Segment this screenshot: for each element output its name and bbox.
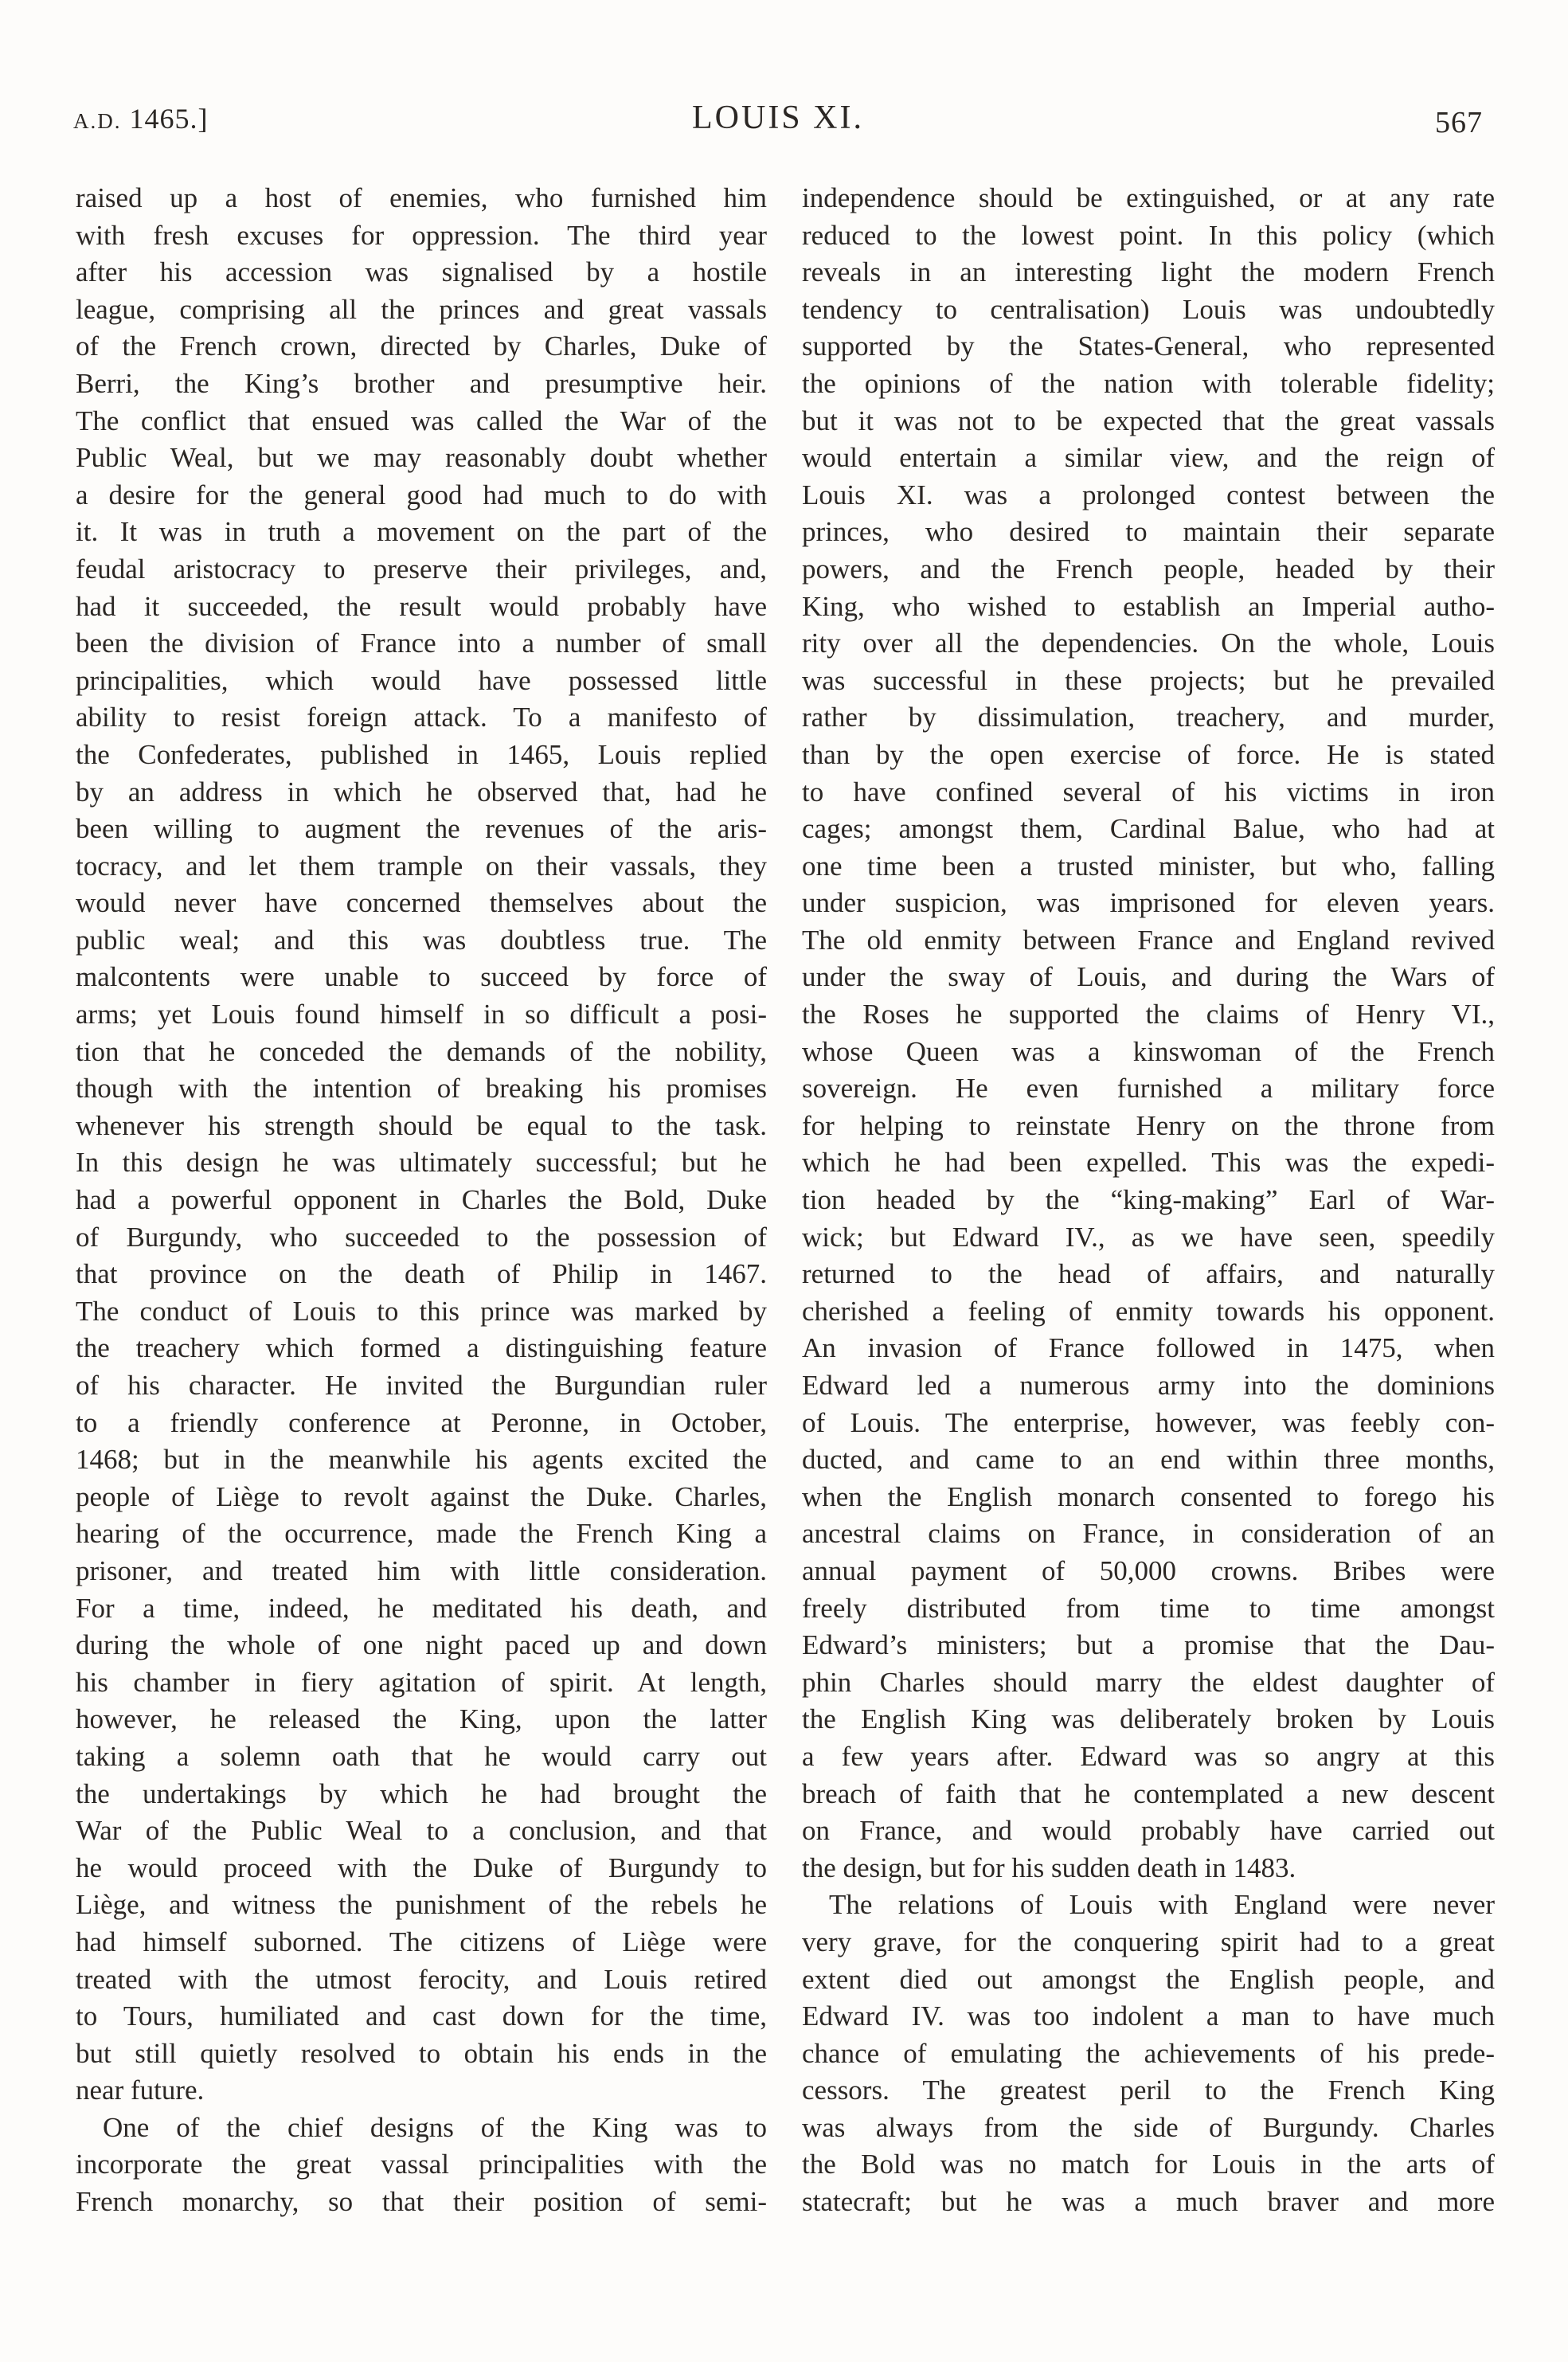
text-line: for helping to reinstate Henry on the throne from — [802, 1109, 1495, 1141]
text-line: a desire for the general good had much to do with — [76, 479, 767, 510]
running-header — [73, 99, 1483, 147]
text-line: cherished a feeling of enmity towards his opponent. — [802, 1295, 1495, 1327]
text-line: very grave, for the conquering spirit had to a great — [802, 1926, 1495, 1957]
text-line: been willing to augment the revenues of the aris- — [76, 813, 767, 845]
text-line: of Burgundy, who succeeded to the possession of — [76, 1221, 767, 1253]
text-line: had himself suborned. The citizens of Liège were — [76, 1926, 767, 1957]
text-line: raised up a host of enemies, who furnished him — [76, 182, 767, 213]
text-line: one time been a trusted minister, but who, falling — [802, 850, 1495, 882]
text-line: whose Queen was a kinswoman of the French — [802, 1035, 1495, 1067]
text-line: near future. — [76, 2075, 205, 2106]
text-line: tocracy, and let them trample on their vassals, they — [76, 850, 767, 882]
text-line: For a time, indeed, he meditated his death, and — [76, 1592, 767, 1624]
text-line: reveals in an interesting light the modern French — [802, 256, 1495, 288]
left-text-column — [76, 180, 767, 2221]
text-line: with fresh excuses for oppression. The third year — [76, 219, 767, 251]
text-line: 1468; but in the meanwhile his agents excited the — [76, 1444, 767, 1476]
text-line: but still quietly resolved to obtain his ends in the — [76, 2037, 767, 2069]
text-line: independence should be extinguished, or at any rate — [802, 182, 1495, 213]
page-number: 567 — [1435, 106, 1483, 139]
text-line: Berri, the King’s brother and presumptive heir. — [76, 367, 767, 399]
text-line: however, he released the King, upon the latter — [76, 1703, 767, 1735]
text-line: prisoner, and treated him with little consideration. — [76, 1554, 767, 1586]
text-line: annual payment of 50,000 crowns. Bribes were — [802, 1554, 1495, 1586]
text-line: breach of faith that he contemplated a new descent — [802, 1777, 1495, 1809]
text-line: the Roses he supported the claims of Henry VI., — [802, 999, 1495, 1030]
text-line: the Confederates, published in 1465, Louis replied — [76, 738, 767, 770]
text-line: freely distributed from time to time amongst — [802, 1592, 1495, 1624]
text-line: to have confined several of his victims in iron — [802, 776, 1495, 808]
text-line: had it succeeded, the result would probably have — [76, 590, 767, 622]
text-line: An invasion of France followed in 1475, when — [802, 1332, 1495, 1364]
text-line: had a powerful opponent in Charles the Bold, Duke — [76, 1184, 767, 1216]
text-line: tion that he conceded the demands of the nobility, — [76, 1035, 767, 1067]
text-line: chance of emulating the achievements of his prede- — [802, 2037, 1495, 2069]
text-line: King, who wished to establish an Imperial autho- — [802, 590, 1495, 622]
text-line: sovereign. He even furnished a military force — [802, 1073, 1495, 1105]
text-line: was successful in these projects; but he prevailed — [802, 664, 1495, 696]
text-line: the opinions of the nation with tolerable fidelity; — [802, 367, 1495, 399]
text-line: rity over all the dependencies. On the whole, Louis — [802, 628, 1495, 659]
text-line: than by the open exercise of force. He is stated — [802, 738, 1495, 770]
text-line: War of the Public Weal to a conclusion, and that — [76, 1815, 767, 1847]
text-line: Liège, and witness the punishment of the rebels he — [76, 1889, 767, 1921]
text-line: would never have concerned themselves about the — [76, 887, 767, 919]
text-line: it. It was in truth a movement on the part of the — [76, 516, 767, 548]
text-line: the English King was deliberately broken by Louis — [802, 1703, 1495, 1735]
text-line: returned to the head of affairs, and naturally — [802, 1258, 1495, 1290]
text-line: tion headed by the “king-making” Earl of War- — [802, 1184, 1495, 1216]
text-line: the treachery which formed a distinguishing feature — [76, 1332, 767, 1364]
text-line: the design, but for his sudden death in 1483. — [802, 1852, 1296, 1883]
text-line: ability to resist foreign attack. To a manifesto of — [76, 702, 767, 733]
header-era: A.D. — [73, 109, 122, 133]
text-line: malcontents were unable to succeed by force of — [76, 961, 767, 993]
text-line: reduced to the lowest point. In this policy (which — [802, 219, 1495, 251]
text-line: powers, and the French people, headed by their — [802, 553, 1495, 585]
text-line: wick; but Edward IV., as we have seen, speedily — [802, 1221, 1495, 1253]
text-line: feudal aristocracy to preserve their privileges, and, — [76, 553, 767, 585]
text-line: ancestral claims on France, in consideration of an — [802, 1518, 1495, 1550]
text-line: phin Charles should marry the eldest daughter of — [802, 1666, 1495, 1698]
text-line: that province on the death of Philip in 1467. — [76, 1258, 767, 1290]
text-line: One of the chief designs of the King was to — [103, 2111, 767, 2143]
text-line: after his accession was signalised by a hostile — [76, 256, 767, 288]
text-line: the undertakings by which he had brought the — [76, 1777, 767, 1809]
text-line: a few years after. Edward was so angry at this — [802, 1740, 1495, 1772]
text-line: The old enmity between France and England revived — [802, 924, 1495, 956]
text-line: but it was not to be expected that the great vassals — [802, 405, 1495, 436]
text-line: of the French crown, directed by Charles, Duke of — [76, 330, 767, 362]
text-line: people of Liège to revolt against the Duke. Charles, — [76, 1480, 767, 1512]
text-line: ducted, and came to an end within three months, — [802, 1444, 1495, 1476]
text-line: statecraft; but he was a much braver and more — [802, 2186, 1495, 2218]
text-line: to a friendly conference at Peronne, in October, — [76, 1406, 767, 1438]
text-line: rather by dissimulation, treachery, and murder, — [802, 702, 1495, 733]
header-title: LOUIS XI. — [692, 100, 864, 136]
right-text-column — [802, 180, 1495, 2221]
text-line: by an address in which he observed that, had he — [76, 776, 767, 808]
text-line: during the whole of one night paced up and down — [76, 1629, 767, 1661]
text-line: tendency to centralisation) Louis was undoubtedly — [802, 293, 1495, 325]
text-line: of his character. He invited the Burgundian ruler — [76, 1370, 767, 1401]
text-line: princes, who desired to maintain their separate — [802, 516, 1495, 548]
text-line: treated with the utmost ferocity, and Louis retired — [76, 1963, 767, 1995]
text-line: under suspicion, was imprisoned for eleven years. — [802, 887, 1495, 919]
text-line: incorporate the great vassal principalities with the — [76, 2149, 767, 2180]
text-line: In this design he was ultimately successful; but he — [76, 1147, 767, 1179]
text-line: to Tours, humiliated and cast down for the time, — [76, 2000, 767, 2032]
text-line: Edward’s ministers; but a promise that the Dau- — [802, 1629, 1495, 1661]
text-line: public weal; and this was doubtless true. The — [76, 924, 767, 956]
text-line: French monarchy, so that their position of semi- — [76, 2186, 767, 2218]
text-line: supported by the States-General, who represented — [802, 330, 1495, 362]
text-line: extent died out amongst the English people, and — [802, 1963, 1495, 1995]
text-line: taking a solemn oath that he would carry out — [76, 1740, 767, 1772]
text-line: of Louis. The enterprise, however, was feebly con- — [802, 1406, 1495, 1438]
text-line: on France, and would probably have carried out — [802, 1815, 1495, 1847]
text-line: Public Weal, but we may reasonably doubt whether — [76, 442, 767, 474]
text-line: arms; yet Louis found himself in so difficult a posi- — [76, 999, 767, 1030]
text-line: his chamber in fiery agitation of spirit. At length, — [76, 1666, 767, 1698]
text-line: The conflict that ensued was called the War of the — [76, 405, 767, 436]
text-line: cessors. The greatest peril to the French King — [802, 2075, 1495, 2106]
text-line: was always from the side of Burgundy. Charles — [802, 2111, 1495, 2143]
header-year: 1465.] — [129, 103, 209, 135]
text-line: when the English monarch consented to forego his — [802, 1480, 1495, 1512]
text-line: principalities, which would have possessed little — [76, 664, 767, 696]
text-line: the Bold was no match for Louis in the arts of — [802, 2149, 1495, 2180]
text-line: hearing of the occurrence, made the French King a — [76, 1518, 767, 1550]
text-line: cages; amongst them, Cardinal Balue, who had at — [802, 813, 1495, 845]
text-line: which he had been expelled. This was the expedi- — [802, 1147, 1495, 1179]
text-line: though with the intention of breaking his promises — [76, 1073, 767, 1105]
text-line: The relations of Louis with England were never — [829, 1889, 1495, 1921]
text-line: league, comprising all the princes and great vassals — [76, 293, 767, 325]
text-line: would entertain a similar view, and the reign of — [802, 442, 1495, 474]
text-line: been the division of France into a number of small — [76, 628, 767, 659]
text-line: whenever his strength should be equal to the task. — [76, 1109, 767, 1141]
text-line: Louis XI. was a prolonged contest between the — [802, 479, 1495, 510]
text-line: The conduct of Louis to this prince was marked by — [76, 1295, 767, 1327]
text-line: Edward IV. was too indolent a man to have much — [802, 2000, 1495, 2032]
text-line: he would proceed with the Duke of Burgundy to — [76, 1852, 767, 1883]
text-line: under the sway of Louis, and during the Wars of — [802, 961, 1495, 993]
text-line: Edward led a numerous army into the dominions — [802, 1370, 1495, 1401]
